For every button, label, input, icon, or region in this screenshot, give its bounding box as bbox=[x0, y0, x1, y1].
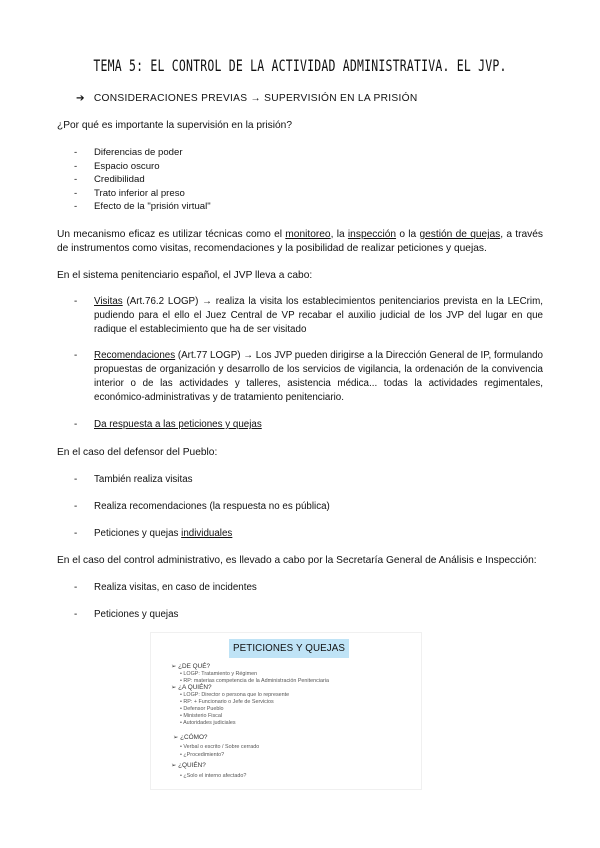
slide-title: PETICIONES Y QUEJAS bbox=[229, 639, 349, 658]
list-item: - También realiza visitas bbox=[74, 474, 193, 485]
slide-line: • LOGP: Director o persona que lo represente bbox=[180, 692, 290, 698]
embedded-slide-image bbox=[150, 632, 422, 790]
list-item: - Efecto de la "prisión virtual" bbox=[74, 201, 211, 213]
jvp-intro: En el sistema penitenciario español, el JVP lleva a cabo: bbox=[57, 270, 313, 281]
slide-line: • RP: + Funcionario o Jefe de Servicios bbox=[180, 699, 274, 705]
list-item: - Credibilidad bbox=[74, 174, 145, 186]
reasons-list bbox=[57, 146, 543, 214]
slide-line: • ¿Procedimiento? bbox=[180, 752, 225, 758]
question-paragraph: ¿Por qué es importante la supervisión en la prisión? bbox=[57, 120, 293, 131]
slide-line: • Defensor Pueblo bbox=[180, 706, 224, 712]
list-item: - Peticiones y quejas bbox=[74, 609, 179, 620]
list-item: - Peticiones y quejas individuales bbox=[74, 528, 233, 539]
slide-line: • Verbal o escrito / Sobre cerrado bbox=[180, 744, 260, 750]
list-item: - Trato inferior al preso bbox=[74, 187, 185, 199]
slide-line: • LOGP: Tratamiento y Régimen bbox=[180, 671, 258, 677]
list-item-visitas: - Visitas (Art.76.2 LOGP) → realiza la visita los establecimientos penitenciarios prevista en la LECrim, pudiendo para el ello el Juez Central de VP recabar el auxilio judicial de los JVP del lugar en que radique el establecimiento que ha de ser visitado bbox=[74, 296, 543, 335]
slide-line: ➢ ¿DE QUÉ? bbox=[171, 663, 211, 670]
document-title: TEMA 5: EL CONTROL DE LA ACTIVIDAD ADMINISTRATIVA. EL JVP. bbox=[93, 56, 507, 75]
slide-line: • ¿Solo el interno afectado? bbox=[180, 773, 247, 779]
list-item: - Diferencias de poder bbox=[74, 147, 183, 158]
list-item-respuesta: - Da respuesta a las peticiones y quejas bbox=[74, 419, 262, 430]
admin-intro: En el caso del control administrativo, es llevado a cabo por la Secretaría General de Análisis e Inspección: bbox=[57, 555, 537, 566]
slide-line: • Autoridades judiciales bbox=[180, 720, 236, 726]
arrow-bullet-icon: ➔ bbox=[76, 93, 85, 104]
section-heading-text: CONSIDERACIONES PREVIAS → SUPERVISIÓN EN LA PRISIÓN bbox=[93, 93, 418, 104]
slide-line: • RP: materias competencia de la Administración Penitenciaria bbox=[180, 678, 330, 684]
list-item: - Espacio oscuro bbox=[74, 160, 160, 172]
list-item: - Realiza recomendaciones (la respuesta no es pública) bbox=[74, 501, 330, 512]
slide-line: ➢ ¿QUIÉN? bbox=[171, 762, 206, 769]
slide-line: • Ministerio Fiscal bbox=[180, 713, 223, 719]
list-item: - Realiza visitas, en caso de incidentes bbox=[74, 582, 257, 593]
mechanism-paragraph: Un mecanismo eficaz es utilizar técnicas como el monitoreo, la inspección o la gestión de quejas, a través de instrumentos como visitas, recomendaciones y la posibilidad de realizar peticiones y quejas. bbox=[57, 229, 543, 254]
slide-line: ➢ ¿A QUIÉN? bbox=[171, 684, 212, 691]
slide-line: ➢ ¿CÓMO? bbox=[173, 734, 208, 741]
section-heading bbox=[76, 93, 418, 104]
list-item-recomendaciones: - Recomendaciones (Art.77 LOGP) → Los JVP pueden dirigirse a la Dirección General de IP, formulando propuestas de organización y desarrollo de los servicios de vigilancia, la ordenación de la convivencia interior o de las actividades y talleres, asistencia médica... todas la actividades regimentales, económico-administrativas y de tratamiento penitenciario. bbox=[74, 350, 543, 403]
defensor-intro: En el caso del defensor del Pueblo: bbox=[57, 447, 218, 458]
